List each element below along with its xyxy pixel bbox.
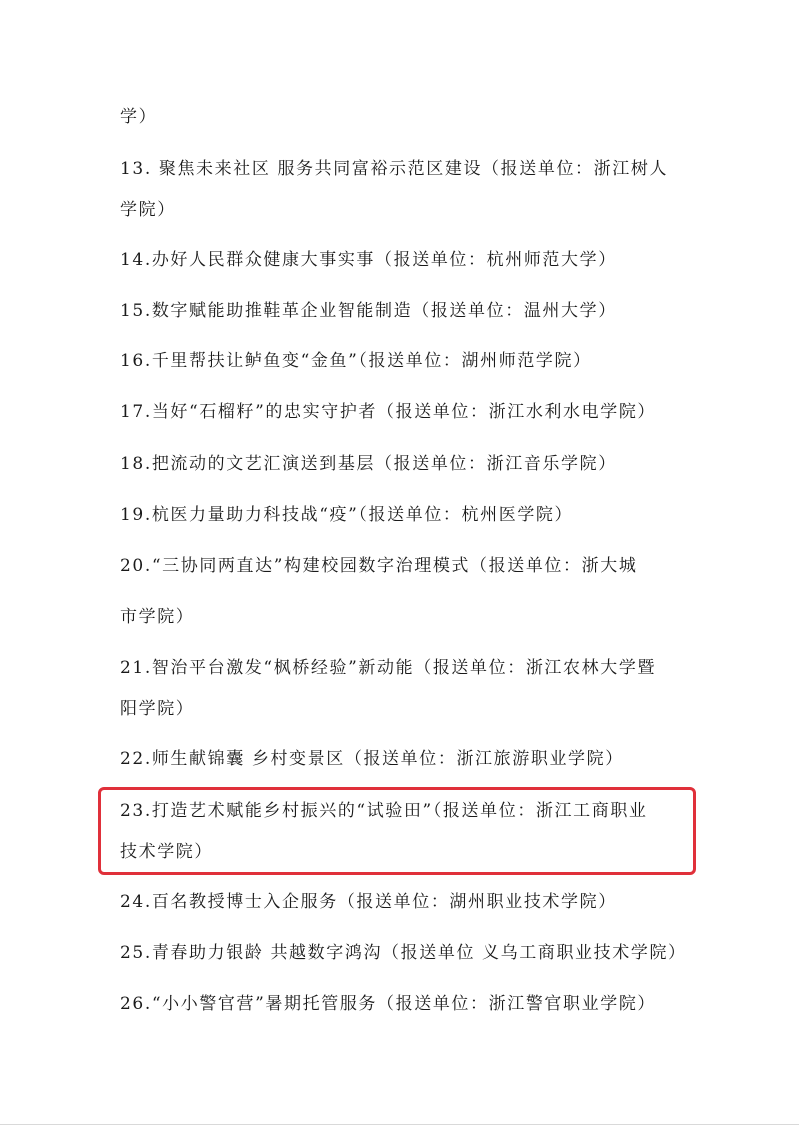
- text-line: 学院）: [120, 200, 176, 220]
- text-line: 阳学院）: [120, 699, 195, 719]
- text-line: 21.智治平台激发“枫桥经验”新动能（报送单位：浙江农林大学暨: [120, 658, 657, 678]
- text-line: 14.办好人民群众健康大事实事（报送单位：杭州师范大学）: [120, 250, 617, 270]
- text-line: 20.“三协同两直达”构建校园数字治理模式（报送单位：浙大城: [120, 556, 638, 576]
- text-line: 学）: [120, 107, 158, 127]
- text-line: 13. 聚焦未来社区 服务共同富裕示范区建设（报送单位：浙江树人: [120, 159, 669, 179]
- page-bottom-divider: [0, 1124, 799, 1125]
- text-line: 24.百名教授博士入企服务（报送单位：湖州职业技术学院）: [120, 892, 617, 912]
- text-line: 15.数字赋能助推鞋革企业智能制造（报送单位：温州大学）: [120, 301, 617, 321]
- text-line: 19.杭医力量助力科技战“疫”（报送单位：杭州医学院）: [120, 505, 574, 525]
- text-line: 26.“小小警官营”暑期托管服务（报送单位：浙江警官职业学院）: [120, 994, 657, 1014]
- highlight-box: [98, 787, 696, 875]
- text-line: 25.青春助力银龄 共越数字鸿沟（报送单位 义乌工商职业技术学院）: [120, 943, 687, 963]
- text-line: 18.把流动的文艺汇演送到基层（报送单位：浙江音乐学院）: [120, 454, 617, 474]
- text-line: 17.当好“石榴籽”的忠实守护者（报送单位：浙江水利水电学院）: [120, 402, 657, 422]
- text-line: 23.打造艺术赋能乡村振兴的“试验田”（报送单位：浙江工商职业: [120, 801, 648, 821]
- text-line: 22.师生献锦囊 乡村变景区（报送单位：浙江旅游职业学院）: [120, 749, 624, 769]
- text-line: 市学院）: [120, 607, 195, 627]
- text-line: 技术学院）: [120, 842, 213, 862]
- text-line: 16.千里帮扶让鲈鱼变“金鱼”（报送单位：湖州师范学院）: [120, 351, 592, 371]
